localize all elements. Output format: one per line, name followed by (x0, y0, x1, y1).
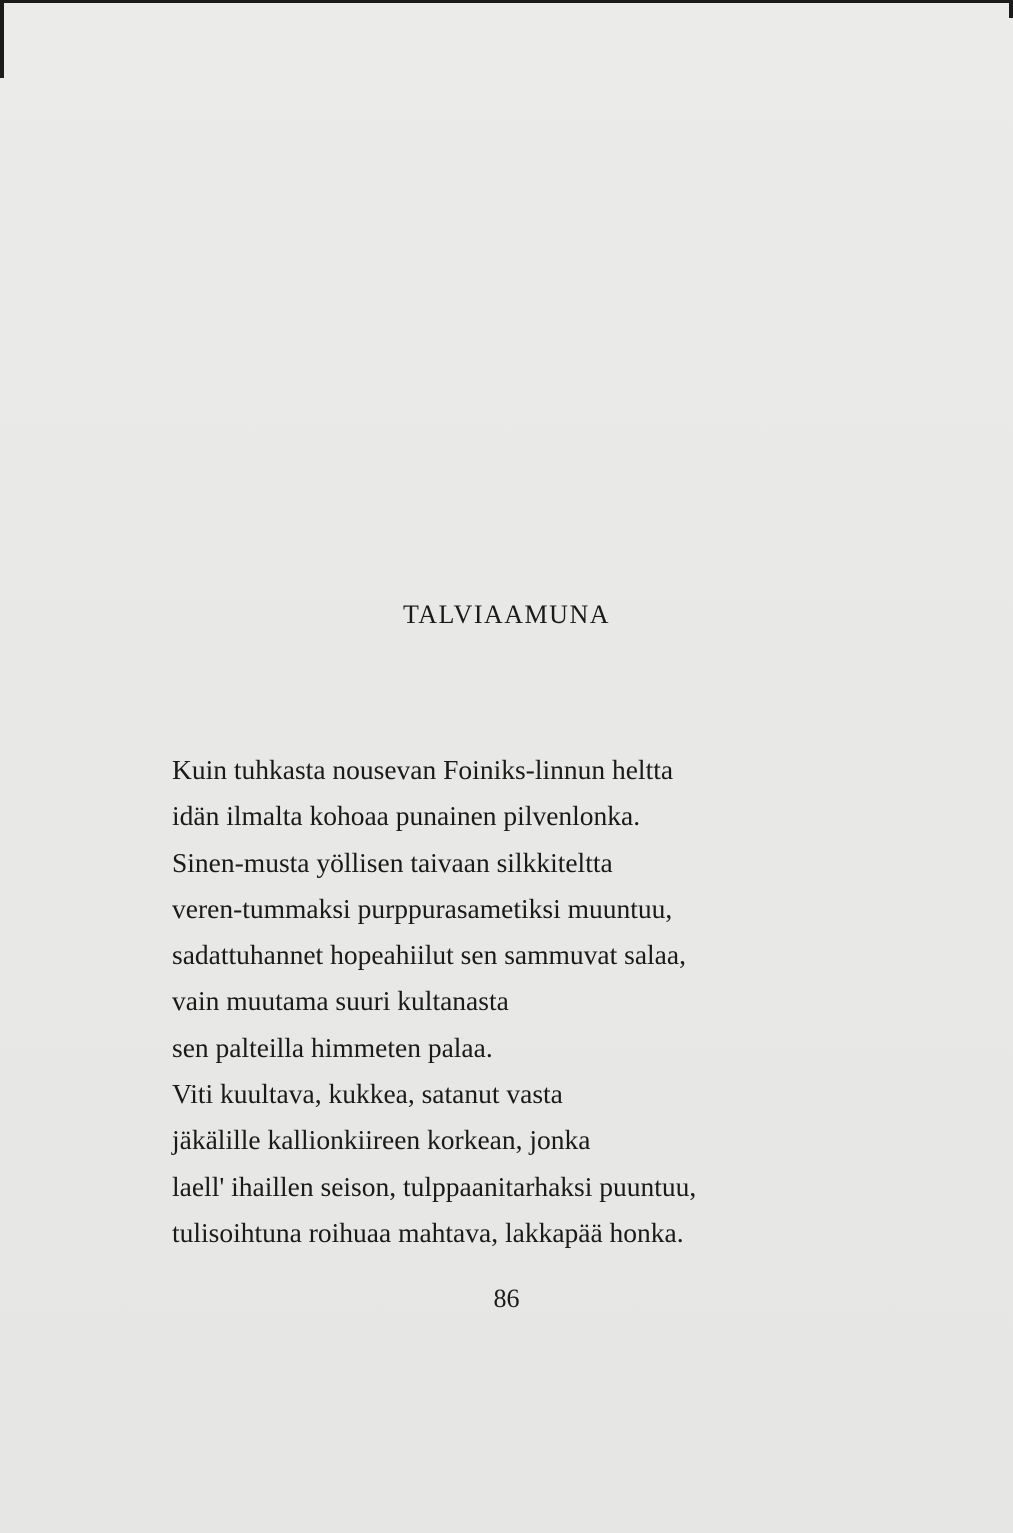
page-number: 86 (493, 1284, 520, 1313)
poem-line: idän ilmalta kohoaa punainen pilvenlonka. (172, 800, 641, 832)
poem-title: TALVIAAMUNA (402, 600, 610, 629)
scan-edge-right (1009, 0, 1013, 18)
scan-edge-left (0, 0, 4, 78)
poem-line: Sinen-musta yöllisen taivaan silkkiteltta (172, 846, 613, 878)
poem-line: sadattuhannet hopeahiilut sen sammuvat salaa, (172, 939, 686, 971)
poem-line: Viti kuultava, kukkea, satanut vasta (172, 1078, 563, 1110)
show-through-text-upper (300, 100, 720, 146)
poem-line: tulisoihtuna roihuaa mahtava, lakkapää honka. (172, 1216, 684, 1248)
poem-line: Kuin tuhkasta nousevan Foiniks-linnun heltta (172, 754, 674, 785)
poem-line: laell' ihaillen seison, tulppaanitarhaksi puuntuu, (172, 1170, 697, 1202)
poem-line: vain muutama suuri kultanasta (172, 985, 509, 1017)
scan-edge-top (0, 0, 1013, 3)
show-through-text-lower (300, 545, 720, 591)
poem-line: sen palteilla himmeten palaa. (172, 1031, 493, 1063)
poem-line: jäkälille kallionkiireen korkean, jonka (172, 1124, 591, 1156)
poem-line: veren-tummaksi purppurasametiksi muuntuu, (172, 892, 673, 924)
poem-body (172, 747, 696, 1256)
